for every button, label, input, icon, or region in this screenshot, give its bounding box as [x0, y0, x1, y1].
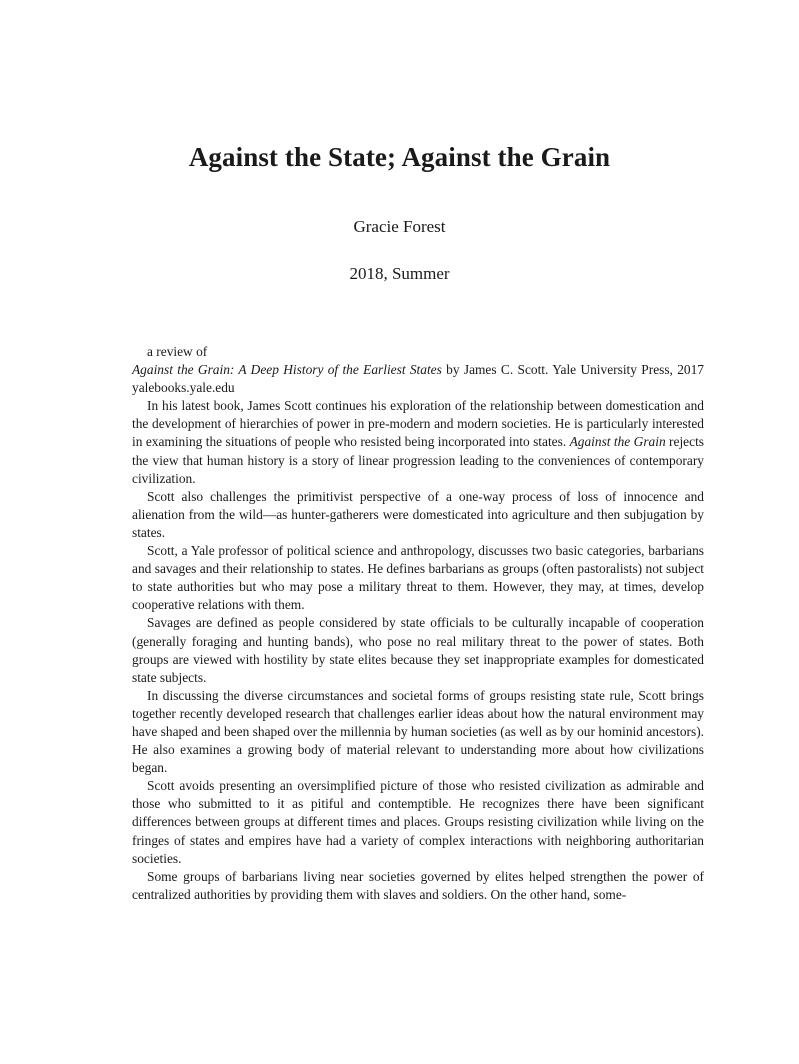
book-title: Against the Grain: A Deep History of the Earliest States: [132, 362, 442, 378]
paragraph: Some groups of barbarians living near societies governed by elites helped strengthen the power of centralized authorities by providing them with slaves and soldiers. On the other hand, some-: [132, 868, 704, 902]
paragraph: In discussing the diverse circumstances and societal forms of groups resisting state rule, Scott brings together recently developed research that challenges earlier ideas about how the natural environment may have shaped and been shaped over the millennia by human societies (as well as by our hominid ancestors). He also examines a growing body of material relevant to understanding more about how civilizations began.: [132, 687, 704, 776]
paragraph-emphasis: Against the Grain: [569, 434, 666, 450]
paragraph: [132, 397, 704, 487]
paragraph: Scott, a Yale professor of political science and anthropology, discusses two basic categories, barbarians and savages and their relationship to states. He defines barbarians as groups (often pastoralists) not subject to state authorities but who may pose a military threat to them. However, they may, at times, develop cooperative relations with them.: [132, 543, 704, 613]
paragraph-text: In his latest book, James Scott continues his exploration of the relationship between domestication and the development of hierarchies of power in pre-modern and modern societies. He is particularly interested in examining the situations of people who resisted being incorporated into states.: [132, 398, 704, 450]
paragraph: Scott avoids presenting an oversimplified picture of those who resisted civilization as admirable and those who submitted to it as pitiful and contemptible. He recognizes there have been significant differences between groups at different times and places. Groups resisting civilization while living on the fringes of states and empires have had a variety of complex interactions with neighboring authoritarian societies.: [132, 778, 704, 866]
book-reference: [132, 361, 704, 397]
book-details: by James C. Scott. Yale University Press, 2017 yalebooks.yale.edu: [132, 362, 704, 396]
review-intro: a review of: [147, 344, 208, 359]
author-name: Gracie Forest: [353, 217, 446, 236]
paragraph: Scott also challenges the primitivist perspective of a one-way process of loss of innocence and alienation from the wild—as hunter-gatherers were domesticated into agriculture and then subjugation by states.: [132, 488, 704, 540]
publication-date: 2018, Summer: [349, 264, 450, 283]
page-title: Against the State; Against the Grain: [188, 142, 611, 172]
paragraph-text: rejects the view that human history is a story of linear progression leading to the conveniences of contemporary civilization.: [132, 434, 704, 486]
article-body: [132, 343, 704, 904]
paragraph: Savages are defined as people considered by state officials to be culturally incapable of cooperation (generally foraging and hunting bands), who pose no real military threat to the power of states. Both groups are viewed with hostility by state elites because they set inappropriate examples for domesticated state subjects.: [132, 615, 704, 685]
